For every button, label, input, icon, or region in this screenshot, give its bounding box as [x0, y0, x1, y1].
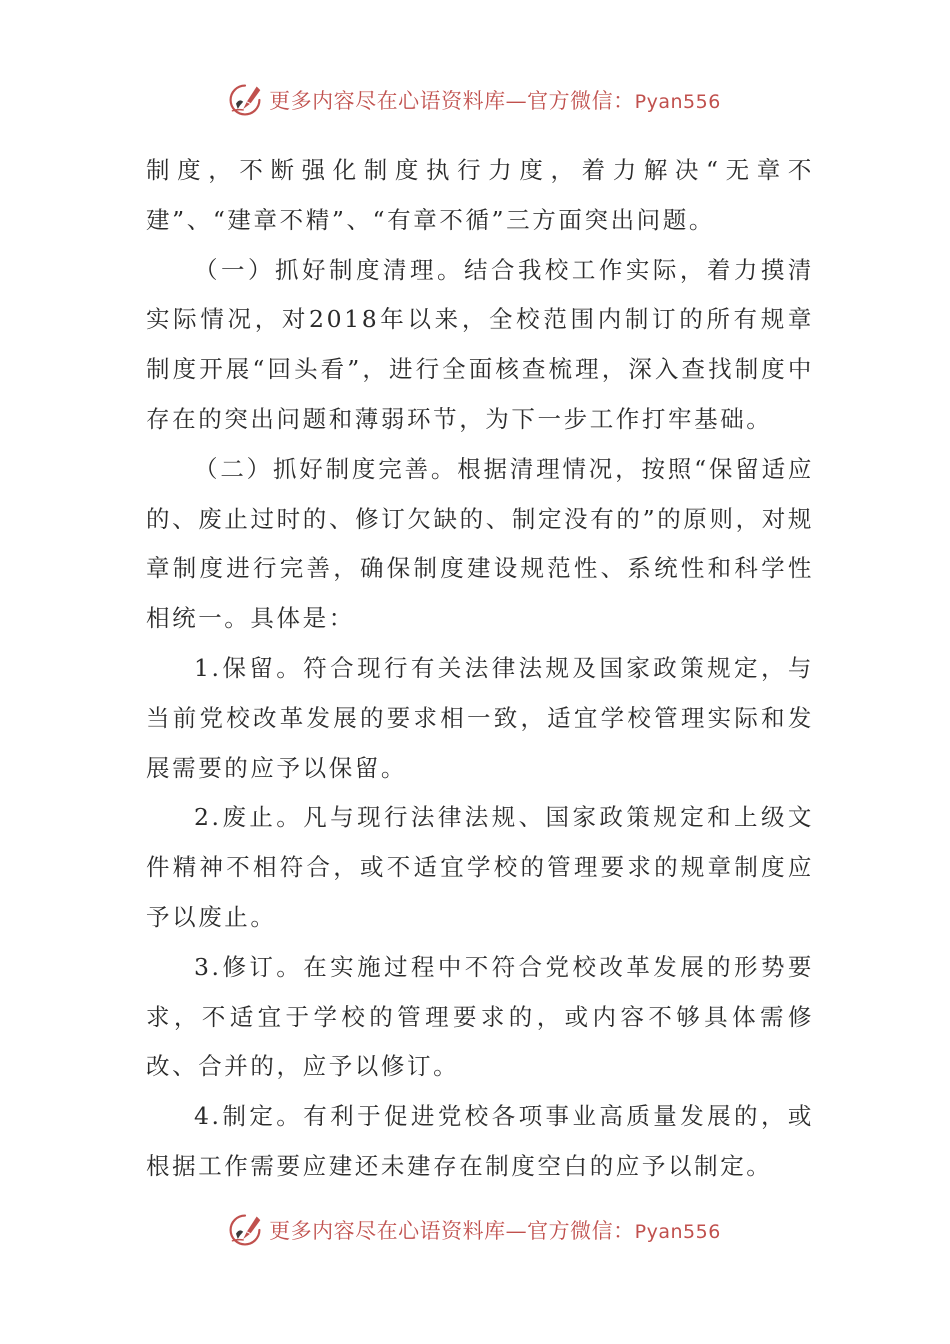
paragraph-1: 制度，不断强化制度执行力度，着力解决“无章不建”、“建章不精”、“有章不循”三方面突出问题。	[146, 156, 814, 234]
document-body	[146, 146, 814, 1192]
paragraph-3: （二）抓好制度完善。根据清理情况，按照“保留适应的、废止过时的、修订欠缺的、制定没有的”的原则，对规章制度进行完善，确保制度建设规范性、系统性和科学性相统一。具体是：	[146, 454, 814, 633]
paragraph-4: 1.保留。符合现行有关法律法规及国家政策规定，与当前党校改革发展的要求相一致，适宜学校管理实际和发展需要的应予以保留。	[146, 653, 814, 782]
header-banner-wechat: Pyan556	[634, 91, 721, 113]
footer-banner	[0, 1208, 950, 1252]
footer-banner-text	[269, 1215, 721, 1245]
footer-banner-inner	[227, 1212, 721, 1248]
header-banner	[0, 78, 950, 122]
header-banner-label: 更多内容尽在心语资料库—官方微信：	[269, 89, 635, 113]
pen-nib-logo-icon	[227, 1212, 263, 1248]
paragraph-5: 2.废止。凡与现行法律法规、国家政策规定和上级文件精神不相符合，或不适宜学校的管理要求的规章制度应予以废止。	[146, 803, 814, 931]
paragraph-2: （一）抓好制度清理。结合我校工作实际，着力摸清实际情况，对2018年以来，全校范围内制订的所有规章制度开展“回头看”，进行全面核查梳理，深入查找制度中存在的突出问题和薄弱环节，为下一步工作打牢基础。	[146, 255, 814, 433]
pen-nib-logo-icon	[227, 82, 263, 118]
footer-banner-label: 更多内容尽在心语资料库—官方微信：	[269, 1219, 635, 1243]
header-banner-text	[269, 85, 721, 115]
footer-banner-wechat: Pyan556	[634, 1221, 721, 1243]
paragraph-6: 3.修订。在实施过程中不符合党校改革发展的形势要求，不适宜于学校的管理要求的，或内容不够具体需修改、合并的，应予以修订。	[146, 952, 814, 1081]
header-banner-inner	[227, 82, 721, 118]
paragraph-7: 4.制定。有利于促进党校各项事业高质量发展的，或根据工作需要应建还未建存在制度空白的应予以制定。	[146, 1102, 814, 1180]
